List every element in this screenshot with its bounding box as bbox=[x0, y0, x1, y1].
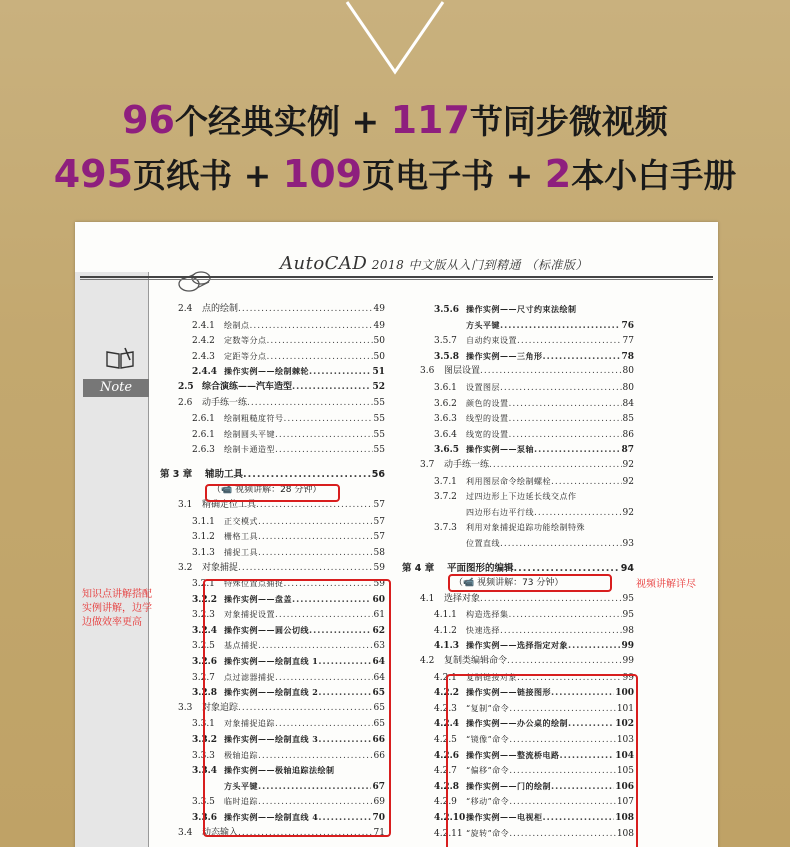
toc-title: 绘制卡通造型 bbox=[224, 445, 275, 455]
toc-entry bbox=[402, 623, 634, 639]
toc-section-number: 4.2 bbox=[420, 656, 435, 667]
toc-page-number: 65 bbox=[373, 719, 385, 730]
toc-section-number: 3.7.1 bbox=[434, 476, 457, 487]
toc-entry bbox=[160, 318, 385, 334]
toc-section-number: 3.1 bbox=[178, 500, 193, 511]
toc-entry bbox=[402, 364, 634, 380]
toc-title: 精确定位工具 bbox=[202, 500, 257, 511]
toc-section-number: 2.6 bbox=[178, 397, 193, 408]
toc-page-number: 99 bbox=[622, 656, 634, 667]
toc-title: 栅格工具 bbox=[224, 532, 258, 542]
toc-title: 辅助工具 bbox=[205, 468, 244, 480]
toc-title: 操作实例——办公桌的绘制 bbox=[466, 718, 568, 729]
toc-title: 操作实例——圆公切线 bbox=[224, 624, 309, 635]
toc-section-number: 3.3.2 bbox=[192, 735, 218, 746]
toc-entry bbox=[402, 411, 634, 427]
toc-title: 复制类编辑命令 bbox=[444, 656, 508, 667]
toc-entry bbox=[402, 396, 634, 412]
toc-title: 操作实例——整流桥电路 bbox=[466, 749, 560, 760]
running-head bbox=[280, 253, 588, 274]
toc-title: 位置直线 bbox=[466, 538, 500, 548]
toc-page-number: 65 bbox=[373, 702, 385, 713]
toc-leader bbox=[258, 530, 373, 546]
toc-section-number: 4.2.4 bbox=[434, 719, 460, 730]
toc-section-number: 4.1.2 bbox=[434, 625, 457, 636]
toc-page-number: 66 bbox=[373, 750, 385, 761]
toc-leader bbox=[275, 428, 373, 444]
toc-section-number: 3.2.1 bbox=[192, 579, 215, 590]
toc-section-number: 4.2.10 bbox=[434, 813, 466, 823]
headline-number: 109 bbox=[282, 152, 363, 196]
video-highlight-ch4 bbox=[448, 574, 612, 592]
toc-title: 过四边形上下边延长线交点作 bbox=[466, 492, 577, 502]
toc-leader bbox=[267, 334, 373, 350]
toc-section-number: 2.4.3 bbox=[192, 351, 215, 362]
headline-text: 个经典实例 + bbox=[174, 102, 391, 141]
toc-page-number: 57 bbox=[373, 532, 385, 543]
toc-page-number: 107 bbox=[616, 797, 634, 808]
toc-title: 定距等分点 bbox=[224, 351, 267, 361]
toc-page-number: 52 bbox=[372, 381, 385, 392]
toc-title: 选择对象 bbox=[444, 593, 481, 604]
mechanical-part-icon bbox=[175, 266, 215, 296]
toc-page-number: 98 bbox=[622, 625, 634, 636]
toc-title: 正交模式 bbox=[224, 516, 258, 526]
toc-leader bbox=[568, 639, 620, 655]
toc-page-number: 92 bbox=[622, 476, 634, 487]
toc-page-number: 55 bbox=[373, 445, 385, 456]
toc-title: 综合演练——汽车造型 bbox=[202, 381, 293, 392]
toc-page-number: 77 bbox=[622, 336, 634, 347]
toc-entry bbox=[160, 529, 385, 545]
toc-title: 自动约束设置 bbox=[466, 336, 517, 346]
toc-title: 图层设置 bbox=[444, 366, 481, 377]
toc-section-number: 3.5.6 bbox=[434, 305, 460, 315]
toc-section-number: 3.1.1 bbox=[192, 516, 215, 527]
toc-entry bbox=[402, 380, 634, 396]
toc-page-number: 49 bbox=[373, 304, 385, 314]
headline-text: 页纸书 + bbox=[133, 156, 283, 195]
toc-entry bbox=[160, 442, 385, 458]
toc-entry bbox=[402, 333, 634, 349]
toc-title: 方头平键 bbox=[466, 319, 500, 330]
toc-leader bbox=[258, 515, 373, 531]
toc-page-number: 58 bbox=[373, 547, 385, 558]
toc-page-number: 55 bbox=[373, 397, 385, 408]
toc-entry bbox=[402, 520, 634, 536]
toc-title: “旋转”命令 bbox=[466, 828, 510, 838]
headline-number: 2 bbox=[544, 152, 572, 196]
toc-section-number: 3.3 bbox=[178, 702, 193, 713]
toc-leader bbox=[480, 592, 622, 608]
toc-title: 操作实例——尺寸约束法绘制 bbox=[466, 304, 577, 314]
toc-title: 点的绘制 bbox=[202, 304, 239, 314]
toc-title: 线型的设置 bbox=[466, 414, 509, 424]
toc-page-number: 50 bbox=[373, 351, 385, 362]
toc-page-number: 69 bbox=[373, 797, 385, 808]
toc-leader bbox=[243, 467, 371, 483]
toc-section-number: 3.3.6 bbox=[192, 813, 218, 823]
toc-page-number: 64 bbox=[372, 657, 385, 668]
toc-title: “移动”命令 bbox=[466, 797, 510, 807]
toc-title: 操作实例——泵轴 bbox=[466, 444, 534, 455]
toc-entry bbox=[160, 364, 385, 380]
toc-entry bbox=[160, 561, 385, 577]
toc-entry bbox=[402, 427, 634, 443]
toc-page-number: 108 bbox=[616, 828, 634, 839]
toc-entry bbox=[402, 638, 634, 654]
toc-page-number: 99 bbox=[621, 641, 634, 652]
toc-section-number: 3.6 bbox=[420, 366, 435, 377]
toc-page-number: 76 bbox=[621, 320, 634, 331]
toc-title: 操作实例——绘制直线 2 bbox=[224, 687, 319, 698]
toc-title: 绘制粗糙度符号 bbox=[224, 414, 284, 424]
toc-page-number: 67 bbox=[372, 781, 385, 792]
toc-title: 对象追踪 bbox=[202, 702, 239, 713]
toc-page-number: 70 bbox=[372, 813, 385, 823]
note-label: Note bbox=[83, 379, 149, 397]
toc-title: 利用对象捕捉追踪功能绘制特殊 bbox=[466, 523, 585, 533]
toc-title: 操作实例——门的绘制 bbox=[466, 780, 551, 791]
toc-section-number: 3.6.2 bbox=[434, 398, 457, 409]
toc-page-number: 92 bbox=[622, 507, 634, 518]
toc-title: 操作实例——三角形 bbox=[466, 350, 543, 361]
toc-page-number: 95 bbox=[622, 610, 634, 621]
toc-title: 操作实例——绘制棘轮 bbox=[224, 366, 309, 377]
toc-section-number: 3.6.5 bbox=[434, 445, 460, 456]
toc-title: 设置图层 bbox=[466, 382, 500, 392]
toc-page-number: 104 bbox=[615, 750, 634, 761]
toc-entry bbox=[160, 380, 385, 396]
toc-title: “复制”命令 bbox=[466, 703, 510, 713]
toc-page-number: 102 bbox=[615, 719, 634, 730]
toc-page-number: 78 bbox=[621, 351, 634, 362]
toc-leader bbox=[238, 561, 373, 577]
toc-entry bbox=[402, 489, 634, 505]
toc-section-number: 2.6.1 bbox=[192, 414, 215, 425]
toc-leader bbox=[500, 319, 620, 335]
toc-title: 复制链接对象 bbox=[466, 672, 517, 682]
toc-entry bbox=[402, 442, 634, 458]
toc-title: 快速选择 bbox=[466, 625, 500, 635]
toc-section-number: 3.5.8 bbox=[434, 351, 460, 362]
toc-leader bbox=[551, 475, 622, 491]
toc-leader bbox=[480, 364, 622, 380]
video-duration-text: （📹 视频讲解：28 分钟） bbox=[212, 484, 322, 495]
open-book-icon bbox=[105, 346, 135, 370]
toc-entry bbox=[402, 607, 634, 623]
toc-leader bbox=[500, 624, 622, 640]
toc-section-number: 3.3.4 bbox=[192, 766, 218, 777]
toc-title: 操作实例——电视柜 bbox=[466, 812, 543, 822]
toc-leader bbox=[238, 302, 373, 318]
toc-page-number: 86 bbox=[622, 429, 634, 440]
toc-section-number: 3.7.3 bbox=[434, 523, 457, 534]
toc-section-number: 3.3.1 bbox=[192, 719, 215, 730]
headline-text: 页电子书 + bbox=[362, 156, 545, 195]
toc-entry bbox=[402, 654, 634, 670]
toc-leader bbox=[543, 350, 621, 366]
toc-page-number: 100 bbox=[615, 688, 634, 699]
toc-title: 操作实例——绘制直线 3 bbox=[224, 734, 319, 745]
toc-section-number: 4.2.11 bbox=[434, 828, 463, 839]
toc-section-number: 3.5.7 bbox=[434, 336, 457, 347]
toc-page-number: 108 bbox=[615, 813, 634, 823]
toc-leader bbox=[267, 350, 373, 366]
headline-number: 96 bbox=[122, 98, 175, 142]
toc-section-number: 2.6.1 bbox=[192, 429, 215, 440]
toc-page-number: 95 bbox=[622, 593, 634, 604]
toc-leader bbox=[517, 334, 622, 350]
toc-leader bbox=[509, 397, 622, 413]
toc-section-number: 3.2.5 bbox=[192, 641, 215, 652]
header-rule bbox=[80, 276, 713, 278]
toc-title: 操作实例——盘盖 bbox=[224, 593, 292, 604]
autocad-logo: AutoCAD bbox=[280, 253, 368, 274]
toc-title: 对象捕捉追踪 bbox=[224, 719, 275, 729]
toc-leader bbox=[275, 443, 373, 459]
toc-page-number: 55 bbox=[373, 414, 385, 425]
toc-page-number: 61 bbox=[373, 610, 385, 621]
toc-page-number: 55 bbox=[373, 429, 385, 440]
toc-section-number: 3.7 bbox=[420, 459, 435, 470]
toc-section-number: 第 3 章 bbox=[160, 468, 193, 480]
toc-title: 绘制圆头平键 bbox=[224, 429, 275, 439]
toc-title: “镜像”命令 bbox=[466, 735, 510, 745]
toc-section-number: 第 4 章 bbox=[402, 562, 435, 574]
toc-entry bbox=[160, 396, 385, 412]
chevron-down-icon bbox=[343, 0, 447, 78]
toc-title: 颜色的设置 bbox=[466, 398, 509, 408]
toc-section-number: 4.1.3 bbox=[434, 641, 460, 652]
headline-line-1 bbox=[0, 96, 790, 143]
toc-section-number: 3.1.3 bbox=[192, 547, 215, 558]
toc-section-number: 3.2.7 bbox=[192, 672, 215, 683]
toc-title: 特殊位置点捕捉 bbox=[224, 579, 284, 589]
toc-section-number: 3.6.4 bbox=[434, 429, 457, 440]
toc-title: 动手练一练 bbox=[202, 397, 248, 408]
toc-section-number: 2.4.1 bbox=[192, 320, 215, 331]
headline-number: 495 bbox=[53, 152, 134, 196]
toc-section-number: 3.2.3 bbox=[192, 610, 215, 621]
toc-page-number: 80 bbox=[622, 382, 634, 393]
toc-title: 构造选择集 bbox=[466, 610, 509, 620]
toc-section-number: 4.2.2 bbox=[434, 688, 460, 699]
toc-title: 临时追踪 bbox=[224, 797, 258, 807]
toc-page-number: 66 bbox=[372, 735, 385, 746]
toc-section-number: 2.4 bbox=[178, 304, 193, 314]
headline-number: 117 bbox=[390, 98, 470, 142]
toc-title: 对象捕捉设置 bbox=[224, 610, 275, 620]
toc-page-number: 62 bbox=[372, 625, 385, 636]
toc-title: 平面图形的编辑 bbox=[447, 562, 514, 574]
toc-page-number: 50 bbox=[373, 336, 385, 347]
toc-leader bbox=[247, 396, 373, 412]
toc-entry bbox=[160, 427, 385, 443]
toc-leader bbox=[507, 654, 622, 670]
toc-entry bbox=[402, 592, 634, 608]
example-highlight-ch3 bbox=[203, 579, 391, 837]
toc-leader bbox=[489, 458, 622, 474]
headline-line-2 bbox=[0, 150, 790, 197]
toc-entry bbox=[160, 349, 385, 365]
example-highlight-ch4 bbox=[446, 674, 638, 847]
toc-page-number: 101 bbox=[616, 703, 634, 714]
toc-title: 方头平键 bbox=[224, 780, 258, 791]
toc-title: 操作实例——绘制直线 1 bbox=[224, 656, 319, 667]
toc-entry bbox=[160, 333, 385, 349]
toc-title: 动手练一练 bbox=[444, 459, 490, 470]
toc-leader bbox=[258, 546, 373, 562]
toc-page-number: 92 bbox=[622, 459, 634, 470]
toc-title: 对象捕捉 bbox=[202, 562, 239, 573]
toc-title: 极轴追踪 bbox=[224, 750, 258, 760]
toc-section-number: 3.3.3 bbox=[192, 750, 215, 761]
book-title: 2018 中文版从入门到精通 （标准版） bbox=[367, 258, 588, 272]
toc-entry bbox=[160, 411, 385, 427]
toc-leader bbox=[509, 608, 622, 624]
toc-entry bbox=[402, 474, 634, 490]
toc-section-number: 4.2.3 bbox=[434, 703, 457, 714]
toc-page-number: 49 bbox=[373, 320, 385, 331]
video-duration-text: （📹 视频讲解：73 分钟） bbox=[454, 578, 564, 589]
header-rule-thin bbox=[80, 279, 713, 280]
toc-leader bbox=[509, 412, 622, 428]
toc-section-number: 2.4.2 bbox=[192, 336, 215, 347]
toc-entry bbox=[402, 458, 634, 474]
toc-page-number: 59 bbox=[373, 579, 385, 590]
toc-section-number: 3.2.8 bbox=[192, 688, 218, 699]
toc-leader bbox=[309, 365, 371, 381]
toc-page-number: 84 bbox=[622, 398, 634, 409]
toc-spacer bbox=[160, 458, 385, 467]
annotation-examples: 知识点讲解搭配实例讲解，边学边做效率更高 bbox=[82, 589, 152, 628]
toc-page-number: 80 bbox=[622, 366, 634, 377]
toc-page-number: 56 bbox=[371, 468, 385, 480]
toc-chapter bbox=[160, 467, 385, 483]
toc-title: 操作实例——链接图形 bbox=[466, 687, 551, 698]
headline-text: 本小白手册 bbox=[571, 156, 737, 195]
toc-section-number: 4.2.7 bbox=[434, 766, 457, 777]
toc-page-number: 57 bbox=[373, 500, 385, 511]
toc-title: 捕捉工具 bbox=[224, 547, 258, 557]
toc-page-number: 106 bbox=[615, 781, 634, 792]
toc-section-number: 4.2.9 bbox=[434, 797, 457, 808]
toc-page-number: 87 bbox=[621, 445, 634, 456]
toc-section-number: 2.6.3 bbox=[192, 445, 215, 456]
toc-leader bbox=[534, 506, 622, 522]
toc-section-number: 3.2 bbox=[178, 562, 193, 573]
toc-page-number: 63 bbox=[373, 641, 385, 652]
toc-leader bbox=[534, 443, 620, 459]
toc-page-number: 60 bbox=[372, 594, 385, 605]
toc-page-number: 94 bbox=[620, 562, 634, 574]
toc-section-number: 3.7.2 bbox=[434, 492, 457, 503]
toc-title: 操作实例——选择指定对象 bbox=[466, 640, 568, 651]
toc-title: 操作实例——极轴追踪法绘制 bbox=[224, 765, 335, 776]
book-toc-page bbox=[75, 222, 718, 847]
toc-page-number: 64 bbox=[373, 672, 385, 683]
toc-section-number: 2.4.4 bbox=[192, 367, 218, 378]
toc-page-number: 71 bbox=[373, 827, 385, 838]
toc-page-number: 103 bbox=[616, 735, 634, 746]
toc-title: 四边形右边平行线 bbox=[466, 507, 534, 517]
toc-section-number: 4.2.1 bbox=[434, 672, 457, 683]
toc-section-number: 4.2.6 bbox=[434, 750, 460, 761]
toc-entry bbox=[402, 318, 634, 334]
toc-section-number: 4.2.5 bbox=[434, 735, 457, 746]
sidebar-divider bbox=[148, 272, 149, 847]
toc-entry bbox=[160, 514, 385, 530]
toc-leader bbox=[292, 380, 371, 396]
toc-leader bbox=[500, 537, 622, 553]
toc-title: 定数等分点 bbox=[224, 336, 267, 346]
toc-section-number: 3.2.6 bbox=[192, 657, 218, 668]
toc-section-number: 3.2.4 bbox=[192, 625, 218, 636]
toc-entry bbox=[402, 505, 634, 521]
toc-title: 绘制点 bbox=[224, 320, 250, 330]
toc-entry bbox=[402, 536, 634, 552]
toc-section-number: 3.6.1 bbox=[434, 382, 457, 393]
toc-page-number: 57 bbox=[373, 516, 385, 527]
toc-section-number: 3.3.5 bbox=[192, 797, 215, 808]
toc-section-number: 2.5 bbox=[178, 381, 194, 392]
toc-page-number: 93 bbox=[622, 538, 634, 549]
toc-page-number: 51 bbox=[372, 367, 385, 378]
toc-title: 动态输入 bbox=[202, 827, 239, 838]
toc-section-number: 4.1.1 bbox=[434, 610, 457, 621]
toc-section-number: 4.1 bbox=[420, 593, 435, 604]
annotation-video: 视频讲解详尽 bbox=[636, 579, 696, 590]
toc-title: 利用图层命令绘制螺栓 bbox=[466, 476, 551, 486]
toc-leader bbox=[500, 381, 622, 397]
toc-page-number: 59 bbox=[373, 562, 385, 573]
toc-page-number: 105 bbox=[616, 766, 634, 777]
toc-section-number: 3.6.3 bbox=[434, 414, 457, 425]
toc-title: “偏移”命令 bbox=[466, 766, 510, 776]
toc-entry bbox=[160, 302, 385, 318]
video-highlight-ch3 bbox=[205, 484, 340, 502]
toc-leader bbox=[509, 428, 622, 444]
toc-page-number: 99 bbox=[622, 672, 634, 683]
toc-section-number: 3.2.2 bbox=[192, 594, 218, 605]
toc-page-number: 65 bbox=[372, 688, 385, 699]
toc-section-number: 3.4 bbox=[178, 827, 193, 838]
toc-spacer bbox=[402, 552, 634, 561]
toc-section-number: 3.1.2 bbox=[192, 532, 215, 543]
toc-entry bbox=[160, 545, 385, 561]
toc-title: 点过滤器捕捉 bbox=[224, 672, 275, 682]
toc-entry bbox=[402, 349, 634, 365]
toc-title: 基点捕捉 bbox=[224, 641, 258, 651]
toc-entry bbox=[402, 302, 634, 318]
toc-title: 线宽的设置 bbox=[466, 429, 509, 439]
toc-title: 操作实例——绘制直线 4 bbox=[224, 812, 319, 822]
headline-text: 节同步微视频 bbox=[469, 102, 668, 141]
toc-leader bbox=[284, 412, 373, 428]
toc-section-number: 4.2.8 bbox=[434, 781, 460, 792]
toc-page-number: 85 bbox=[622, 414, 634, 425]
toc-leader bbox=[250, 319, 373, 335]
